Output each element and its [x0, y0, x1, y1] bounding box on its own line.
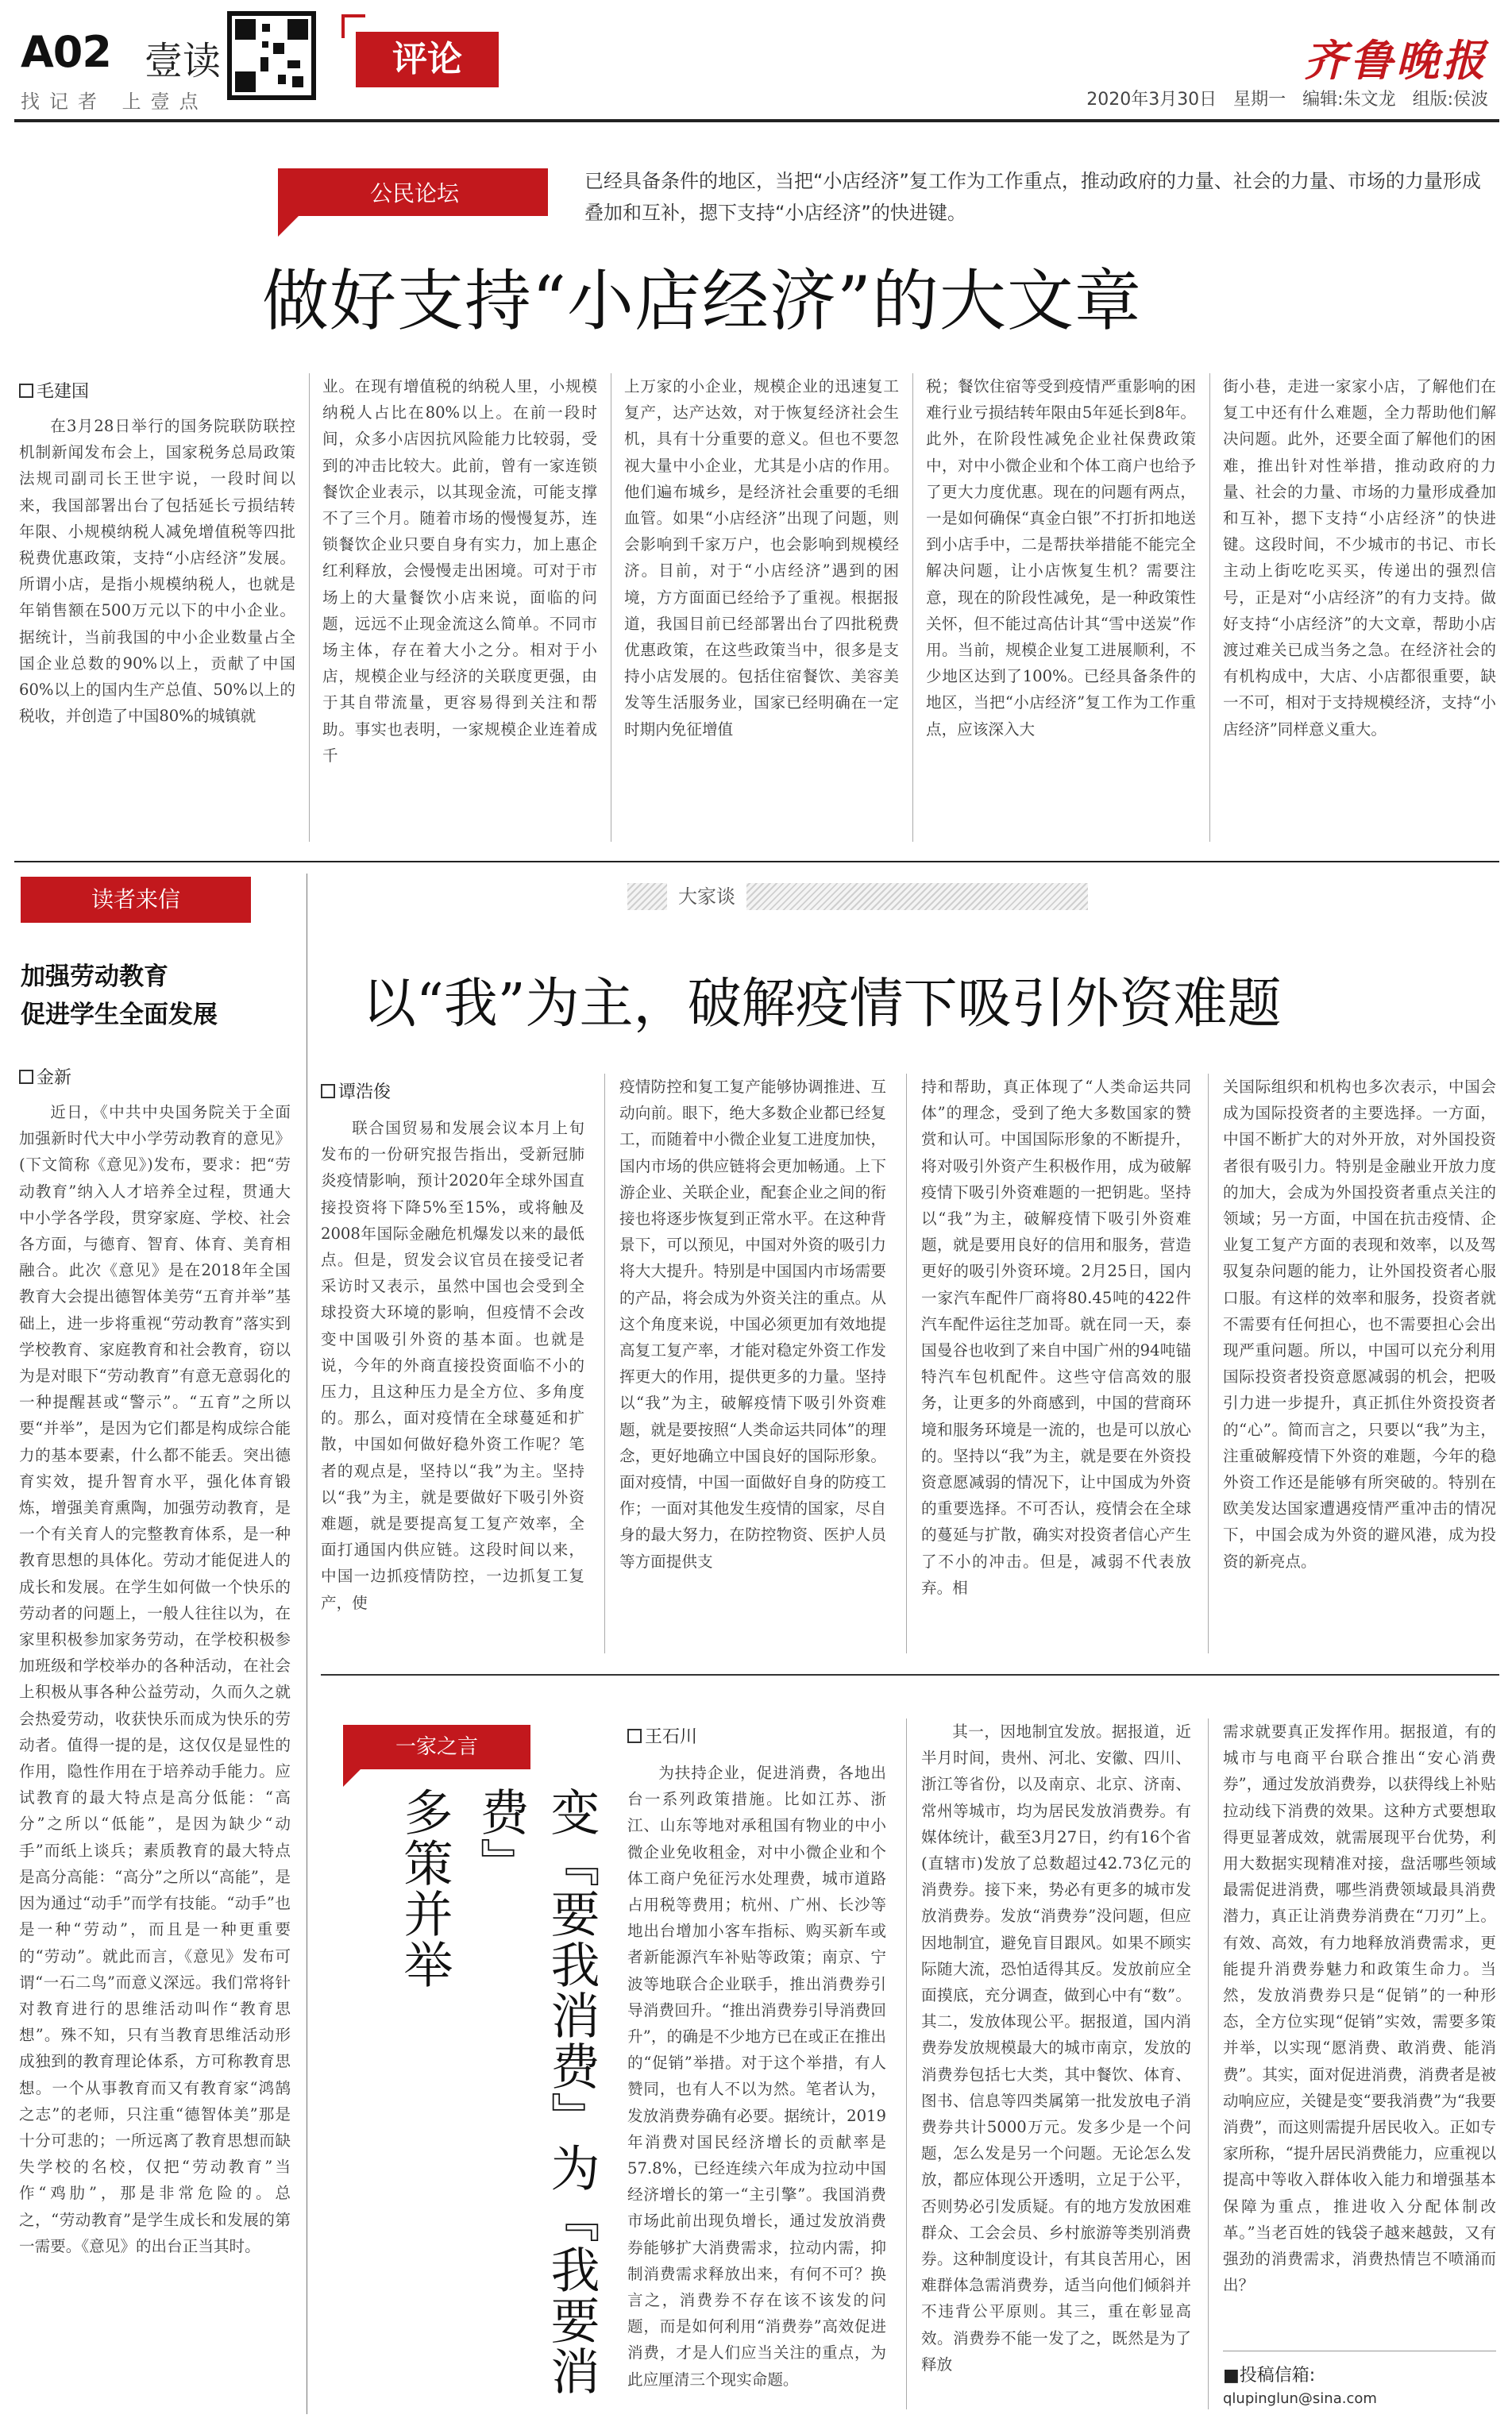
section-tag: 评论 [356, 32, 499, 87]
issue-editor: 编辑:朱文龙 [1302, 90, 1396, 110]
newspaper-logo: 齐鲁晚报 [1304, 35, 1488, 86]
article-column: 联合国贸易和发展会议本月上旬发布的一份研究报告指出，受新冠肺炎疫情影响，预计2020年全球外国直接投资将下降5%至15%，或将触及2008年国际金融危机爆发以来的最低点。但是，贸发会议官员在接受记者采访时又表示，虽然中国也会受到全球投资大环境的影响，但疫情不会改变中国吸引外资的基本面。也就是说，今年的外商直接投资面临不小的压力，且这种压力是全方位、多角度的。那么，面对疫情在全球蔓延和扩散，中国如何做好稳外资工作呢？笔者的观点是，坚持以“我”为主。坚持以“我”为主，就是要做好下吸引外资难题，就是要提高复工复产效率，全面打通国内供应链。这段时间以来，中国一边抓疫情防控，一边抓复工复产，使 [321, 1119, 584, 1612]
column-divider [1208, 1074, 1209, 1653]
qr-code-icon [227, 11, 316, 100]
article-byline: 王石川 [627, 1723, 697, 1748]
article-column: 上万家的小企业，规模企业的迅速复工复产，达产达效，对于恢复经济社会生机，具有十分重要的意义。但也不要忽视大量中小企业，尤其是小店的作用。他们遍布城乡，是经济社会重要的毛细血管。如果“小店经济”出现了问题，则会影响到千家万户，也会影响到规模经济。目前，对于“小店经济”遇到的困境，方方面面已经给予了重视。根据报道，我国目前已经部署出台了四批税费优惠政策，在这些政策当中，很多是支持小店发展的。包括住宿餐饮、美容美发等生活服务业，国家已经明确在一定时期内免征增值 [624, 377, 899, 739]
issue-designer: 组版:侯波 [1412, 90, 1488, 110]
column-tag-dajiatan: 大家谈 [667, 883, 746, 910]
article-headline: 做好支持“小店经济”的大文章 [262, 262, 1142, 340]
page-section: 壹读 [145, 39, 222, 83]
column-divider [906, 1074, 907, 1653]
column-tag-reader-letter: 读者来信 [21, 877, 251, 923]
ribbon-fold [278, 216, 299, 237]
vertical-title-sub: 多策并举 [395, 1787, 453, 1990]
letter-byline: 金新 [19, 1064, 71, 1089]
sub-line: 找记者 上壹点 [21, 91, 208, 113]
article-column: 街小巷，走进一家家小店，了解他们在复工中还有什么难题，全力帮助他们解决问题。此外，还要全面了解他们的困难，推出针对性举措，推动政府的力量、社会的力量、市场的力量形成叠加和互补，摁下支持“小店经济”的快进键。这段时间，不少城市的书记、市长主动上街吃吃买买，传递出的强烈信号，正是对“小店经济”的有力支持。做好支持“小店经济”的大文章，帮助小店渡过难关已成当务之急。在经济社会的有机构成中，大店、小店都很重要，缺一不可，相对于支持规模经济，支持“小店经济”同样意义重大。 [1223, 377, 1496, 739]
column-tag-gongmin: 公民论坛 [370, 180, 460, 206]
tip-label: ■投稿信箱: [1223, 2366, 1316, 2386]
article-lead: 已经具备条件的地区，当把“小店经济”复工作为工作重点，推动政府的力量、社会的力量、市场的力量形成叠加和互补，摁下支持“小店经济”的快进键。 [584, 170, 1481, 224]
column-divider [912, 373, 913, 842]
column-tag-yijiazhiyan: 一家之言 [343, 1725, 530, 1769]
page-code: A02 [21, 27, 111, 77]
issue-date: 2020年3月30日 [1086, 90, 1217, 110]
article-column: 其一，因地制宜发放。据报道，近半月时间，贵州、河北、安徽、四川、浙江等省份，以及南京、北京、济南、常州等城市，均为居民发放消费券。有媒体统计，截至3月27日，约有16个省(直辖市)发放了总数超过42.73亿元的消费券。接下来，势必有更多的城市发放消费券。发放“消费券”没问题，但应因地制宜，避免盲目跟风。如果不顾实际随大流，恐怕适得其反。发放前应全面摸底，充分调查，做到心中有“数”。其二，发放体现公平。据报道，国内消费券发放规模最大的城市南京，发放的消费券包括七大类，其中餐饮、体育、图书、信息等四类属第一批发放电子消费券共计5000万元。发多少是一个问题，怎么发是另一个问题。无论怎么发放，都应体现公开透明，立足于公平，否则势必引发质疑。有的地方发放困难群众、工会会员、乡村旅游等类别消费券。这种制度设计，有其良苦用心，困难群体急需消费券，适当向他们倾斜并不违背公平原则。其三，重在彰显高效。消费券不能一发了之，既然是为了释放 [921, 1722, 1191, 2374]
article-column: 持和帮助，真正体现了“人类命运共同体”的理念，受到了绝大多数国家的赞赏和认可。中国国际形象的不断提升，将对吸引外资产生积极作用，成为破解疫情下吸引外资难题的一把钥匙。坚持以“我”为主，破解疫情下吸引外资难题，就是要用良好的信用和服务，营造更好的吸引外资环境。2月25日，国内一家汽车配件厂商将80.45吨的422件汽车配件运往芝加哥。就在同一天，泰国曼谷也收到了来自中国广州的94吨锚特汽车包机配件。这些守信高效的服务，让更多的外商感到，中国的营商环境和服务环境是一流的，也是可以放心的。坚持以“我”为主，就是要在外资投资意愿减弱的情况下，让中国成为外资的重要选择。不可否认，疫情会在全球的蔓延与扩散，确实对投资者信心产生了不小的冲击。但是，减弱不代表放弃。相 [921, 1078, 1191, 1597]
article-column: 在3月28日举行的国务院联防联控机制新闻发布会上，国家税务总局政策法规司副司长王世宇说，一段时间以来，我国部署出台了包括延长亏损结转年限、小规模纳税人减免增值税等四批税费优惠政策，支持“小店经济”发展。所谓小店，是指小规模纳税人，也就是年销售额在500万元以下的中小企业。据统计，当前我国的中小企业数量占全国企业总数的90%以上，贡献了中国60%以上的国内生产总值、50%以上的税收，并创造了中国80%的城镇就 [19, 417, 295, 726]
vertical-title-main: 变『要我消费』为『我要消费』 [472, 1787, 600, 2397]
issue-info [1086, 86, 1488, 110]
letter-title [21, 958, 218, 1034]
article-byline: 毛建国 [19, 378, 89, 403]
column-divider [1209, 373, 1210, 842]
article-column: 疫情防控和复工复产能够协调推进、互动向前。眼下，绝大多数企业都已经复工，而随着中小微企业复工进度加快，国内市场的供应链将会更加畅通。上下游企业、关联企业，配套企业之间的衔接也将逐步恢复到正常水平。在这种背景下，可以预见，中国对外资的吸引力将大大提升。特别是中国国内市场需要的产品，将会成为外资关注的重点。从这个角度来说，中国必须更加有效地提高复工复产率，才能对稳定外资工作发挥更大的作用，提供更多的力量。坚持以“我”为主，破解疫情下吸引外资难题，就是要按照“人类命运共同体”的理念，更好地确立中国良好的国际形象。面对疫情，中国一面做好自身的防疫工作；一面对其他发生疫情的国家，尽自身的最大努力，在防控物资、医护人员等方面提供支 [619, 1078, 886, 1571]
tip-label-text: 投稿信箱: [1239, 2366, 1316, 2386]
article-column: 为扶持企业，促进消费，各地出台一系列政策措施。比如江苏、浙江、山东等地对承租国有物业的中小微企业免收租金，对中小微企业和个体工商户免征污水处理费，城市道路占用税等费用；杭州、广州、长沙等地出台增加小客车指标、购买新车或者新能源汽车补贴等政策；南京、宁波等地联合企业联手，推出消费券引导消费回升。“推出消费券引导消费回升”，的确是不少地方已在或正在推出的“促销”举措。对于这个举措，有人赞同，也有人不以为然。笔者认为，发放消费券确有必要。据统计，2019年消费对国民经济增长的贡献率是57.8%，已经连续六年成为拉动中国经济增长的第一“主引擎”。我国消费市场此前出现负增长，通过发放消费券能够扩大消费需求，拉动内需，抑制消费需求释放出来，有何不可？换言之，消费券不存在该不该发的问题，而是如何利用“消费券”高效促进消费，才是人们应当关注的重点，为此应厘清三个现实命题。 [627, 1764, 886, 2389]
section-rule [14, 861, 1499, 862]
letter-title-line-1: 加强劳动教育 [21, 962, 168, 991]
column-divider [604, 1074, 605, 1653]
article-column: 需求就要真正发挥作用。据报道，有的城市与电商平台联合推出“安心消费券”，通过发放消费券，以获得线上补贴拉动线下消费的效果。这种方式要想取得更显著成效，就需展现平台优势，利用大数据实现精准对接，盘活哪些领域最需促进消费，哪些消费领域最具消费潜力，真正让消费券消费在“刀刃”上。有效、高效，有力地释放消费需求，更能提升消费券魅力和政策生命力。当然，发放消费券只是“促销”的一种形态，全方位实现“促销”实效，需要多策并举，以实现“愿消费、敢消费、能消费”。其实，面对促进消费，消费者是被动响应应，关键是变“要我消费”为“我要消费”，而这则需提升居民收入。正如专家所称，“提升居民消费能力，应重视以提高中等收入群体收入能力和增强基本保障为重点，推进收入分配体制改革。”当老百姓的钱袋子越来越鼓，又有强劲的消费需求，消费热情岂不喷涌而出？ [1223, 1722, 1496, 2295]
submission-email[interactable]: qlupinglun@sina.com [1223, 2390, 1377, 2407]
masthead-rule [14, 119, 1499, 122]
column-divider [906, 1718, 907, 2409]
article-column: 税；餐饮住宿等受到疫情严重影响的困难行业亏损结转年限由5年延长到8年。此外，在阶段性减免企业社保费政策中，对中小微企业和个体工商户也给予了更大力度优惠。现在的问题有两点，一是如何确保“真金白银”不打折扣地送到小店手中，二是帮扶举措能不能完全解决问题，让小店恢复生机？需要注意，现在的阶段性减免，是一种政策性关怀，但不能过高估计其“雪中送炭”作用。当前，规模企业复工进展顺利，不少地区达到了100%。已经具备条件的地区，当把“小店经济”复工作为工作重点，应该深入大 [926, 377, 1196, 739]
letter-title-line-2: 促进学生全面发展 [21, 1001, 218, 1029]
section-rule [321, 1674, 1499, 1676]
column-divider [1208, 1718, 1209, 2409]
column-divider [309, 373, 310, 842]
article-column: 关国际组织和机构也多次表示，中国会成为国际投资者的主要选择。一方面，中国不断扩大的对外开放，对外国投资者很有吸引力。特别是金融业开放力度的加大，会成为外国投资者重点关注的领域；另一方面，中国在抗击疫情、企业复工复产方面的表现和效率，以及驾驭复杂问题的能力，让外国投资者心服口服。有这样的效率和服务，投资者就不需要有任何担心，也不需要担心会出现严重问题。所以，中国可以充分利用国际投资者投资意愿减弱的机会，把吸引力进一步提升，真正抓住外资投资者的“心”。简而言之，只要以“我”为主，注重破解疫情下外资的难题，今年的稳外资工作还是能够有所突破的。特别在欧美发达国家遭遇疫情严重冲击的情况下，中国会成为外资的避风港，成为投资的新亮点。 [1223, 1078, 1496, 1571]
ribbon-fold [343, 1769, 361, 1787]
article-headline: 以“我”为主，破解疫情下吸引外资难题 [362, 973, 1282, 1036]
issue-weekday: 星期一 [1233, 90, 1286, 110]
article-column: 业。在现有增值税的纳税人里，小规模纳税人占比在80%以上。在前一段时间，众多小店因抗风险能力比较弱，受到的冲击比较大。此前，曾有一家连锁餐饮企业表示，以其现金流，可能支撑不了三个月。随着市场的慢慢复苏，连锁餐饮企业只要自身有实力，加上惠企红利释放，会慢慢走出困境。可对于市场上的大量餐饮小店来说，面临的问题，远远不止现金流这么简单。不同市场主体，存在着大小之分。相对于小店，规模企业与经济的关联度更强，由于其自带流量，更容易得到关注和帮助。事实也表明，一家规模企业连着成千 [322, 377, 597, 765]
letter-body: 近日，《中共中央国务院关于全面加强新时代大中小学劳动教育的意见》(下文简称《意见》)发布，要求：把“劳动教育”纳入人才培养全过程，贯通大中小学各学段，贯穿家庭、学校、社会各方面，与德育、智育、体育、美育相融合。此次《意见》是在2018年全国教育大会提出德智体美劳“五育并举”基础上，进一步将重视“劳动教育”落实到学校教育、家庭教育和社会教育，窃以为是对眼下“劳动教育”有意无意弱化的一种提醒甚或“警示”。“五育”之所以要“并举”，是因为它们都是构成综合能力的基本要素，什么都不能丢。突出德育实效，提升智育水平，强化体育锻炼，增强美育熏陶，加强劳动教育，是一个有关育人的完整教育体系，是一种教育思想的具体化。劳动才能促进人的成长和发展。在学生如何做一个快乐的劳动者的问题上，一般人往往以为，在家里积极参加家务劳动，在学校积极参加班级和学校举办的各种活动，在社会上积极从事各种公益劳动，久而久之就会热爱劳动，收获快乐而成为快乐的劳动者。值得一提的是，这仅仅是显性的作用，隐性作用在于培养动手能力。应试教育的最大特点是高分低能：“高分”之所以“低能”，是因为缺少“动手”而纸上谈兵；素质教育的最大特点是高分高能：“高分”之所以“高能”，是因为通过“动手”而学有技能。“动手”也是一种“劳动”，而且是一种更重要的“劳动”。就此而言，《意见》发布可谓“一石二鸟”而意义深远。我们常将针对教育进行的思维活动叫作“教育思想”。殊不知，只有当教育思维活动形成独到的教育理论体系，方可称教育思想。一个从事教育而又有教育家“鸿鹄之志”的老师，只注重“德智体美”那是十分可悲的；一所远离了教育思想而缺失学校的名校，仅把“劳动教育”当作“鸡肋”，那是非常危险的。总之，“劳动教育”是学生成长和发展的第一需要。《意见》的出台正当其时。 [19, 1103, 291, 2255]
article-byline: 谭浩俊 [321, 1078, 391, 1103]
